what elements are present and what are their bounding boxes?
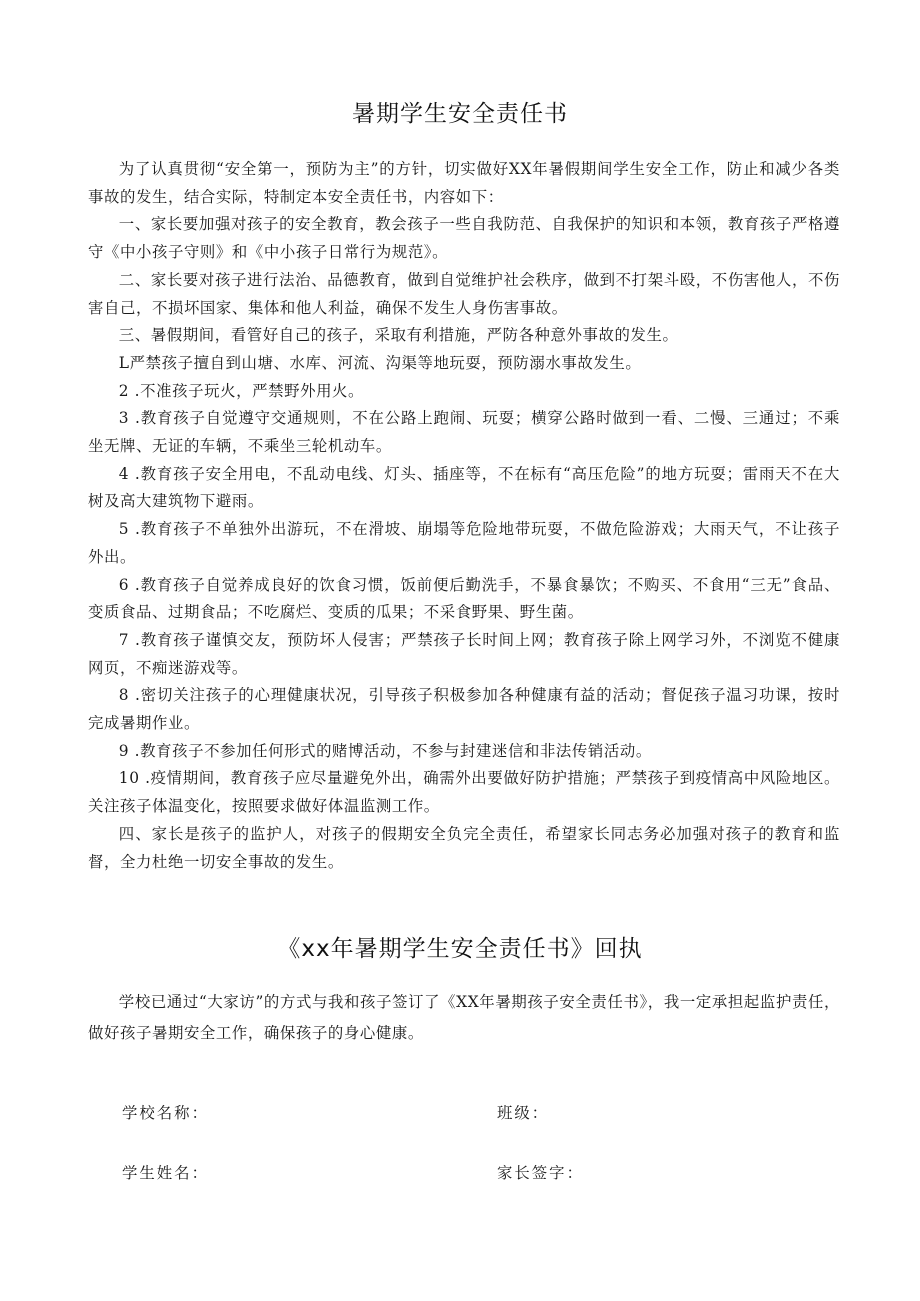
paragraph-item-2: 2 .不准孩子玩火，严禁野外用火。: [118, 381, 365, 400]
class-label: 班级：: [497, 1104, 550, 1122]
paragraph-item-3: 3 .教育孩子自觉遵守交通规则，不在公路上跑闹、玩耍；横穿公路时做到一看、二慢、三通过；不乘坐无牌、无证的车辆，不乘坐三轮机动车。: [88, 409, 840, 456]
paragraph-item-7: 7 .教育孩子谨慎交友，预防坏人侵害；严禁孩子长时间上网；教育孩子除上网学习外，不浏览不健康网页，不痴迷游戏等。: [88, 630, 840, 677]
document-title: 暑期学生安全责任书: [352, 101, 568, 127]
paragraph-section-2: 二、家长要对孩子进行法治、品德教育，做到自觉维护社会秩序，做到不打架斗殴，不伤害他人，不伤害自己，不损坏国家、集体和他人利益，确保不发生人身伤害事故。: [88, 270, 840, 317]
paragraph-item-4: 4 .教育孩子安全用电，不乱动电线、灯头、插座等，不在标有“高压危险”的地方玩耍；雷雨天不在大树及高大建筑物下避雨。: [88, 464, 840, 511]
receipt-paragraph: 学校已通过“大家访”的方式与我和孩子签订了《XX年暑期孩子安全责任书》，我一定承担起监护责任，做好孩子暑期安全工作，确保孩子的身心健康。: [88, 993, 840, 1042]
paragraph-item-5: 5 .教育孩子不单独外出游玩，不在滑坡、崩塌等危险地带玩耍，不做危险游戏；大雨天气，不让孩子外出。: [88, 520, 840, 566]
receipt-body: [88, 987, 840, 1048]
parent-signature-label: 家长签字：: [497, 1164, 584, 1182]
receipt-title: 《xx年暑期学生安全责任书》回执: [277, 936, 643, 962]
paragraph-item-10: 10 .疫情期间，教育孩子应尽量避免外出，确需外出要做好防护措施；严禁孩子到疫情高中风险地区。关注孩子体温变化，按照要求做好体温监测工作。: [88, 769, 840, 816]
paragraph-item-9: 9 .教育孩子不参加任何形式的赌博活动，不参与封建迷信和非法传销活动。: [118, 741, 652, 760]
paragraph-section-4: 四、家长是孩子的监护人，对孩子的假期安全负完全责任，希望家长同志务必加强对孩子的教育和监督，全力杜绝一切安全事故的发生。: [88, 824, 840, 871]
paragraph-section-1: 一、家长要加强对孩子的安全教育，教会孩子一些自我防范、自我保护的知识和本领，教育孩子严格遵守《中小孩子守则》和《中小孩子日常行为规范》。: [88, 215, 840, 262]
paragraph-item-1: L严禁孩子擅自到山塘、水库、河流、沟渠等地玩耍，预防溺水事故发生。: [118, 353, 642, 372]
school-name-label: 学校名称：: [122, 1104, 209, 1122]
paragraph-section-3: 三、暑假期间，看管好自己的孩子，采取有利措施，严防各种意外事故的发生。: [118, 326, 679, 345]
document-body: [88, 156, 840, 876]
student-name-label: 学生姓名：: [122, 1164, 209, 1182]
paragraph-intro: 为了认真贯彻“安全第一，预防为主”的方针，切实做好XX年暑假期间学生安全工作，防止和减少各类事故的发生，结合实际，特制定本安全责任书，内容如下：: [88, 160, 840, 206]
paragraph-item-6: 6 .教育孩子自觉养成良好的饮食习惯，饭前便后勤洗手，不暴食暴饮；不购买、不食用“三无”食品、变质食品、过期食品；不吃腐烂、变质的瓜果；不采食野果、野生菌。: [88, 575, 840, 622]
paragraph-item-8: 8 .密切关注孩子的心理健康状况，引导孩子积极参加各种健康有益的活动；督促孩子温习功课，按时完成暑期作业。: [88, 686, 840, 733]
